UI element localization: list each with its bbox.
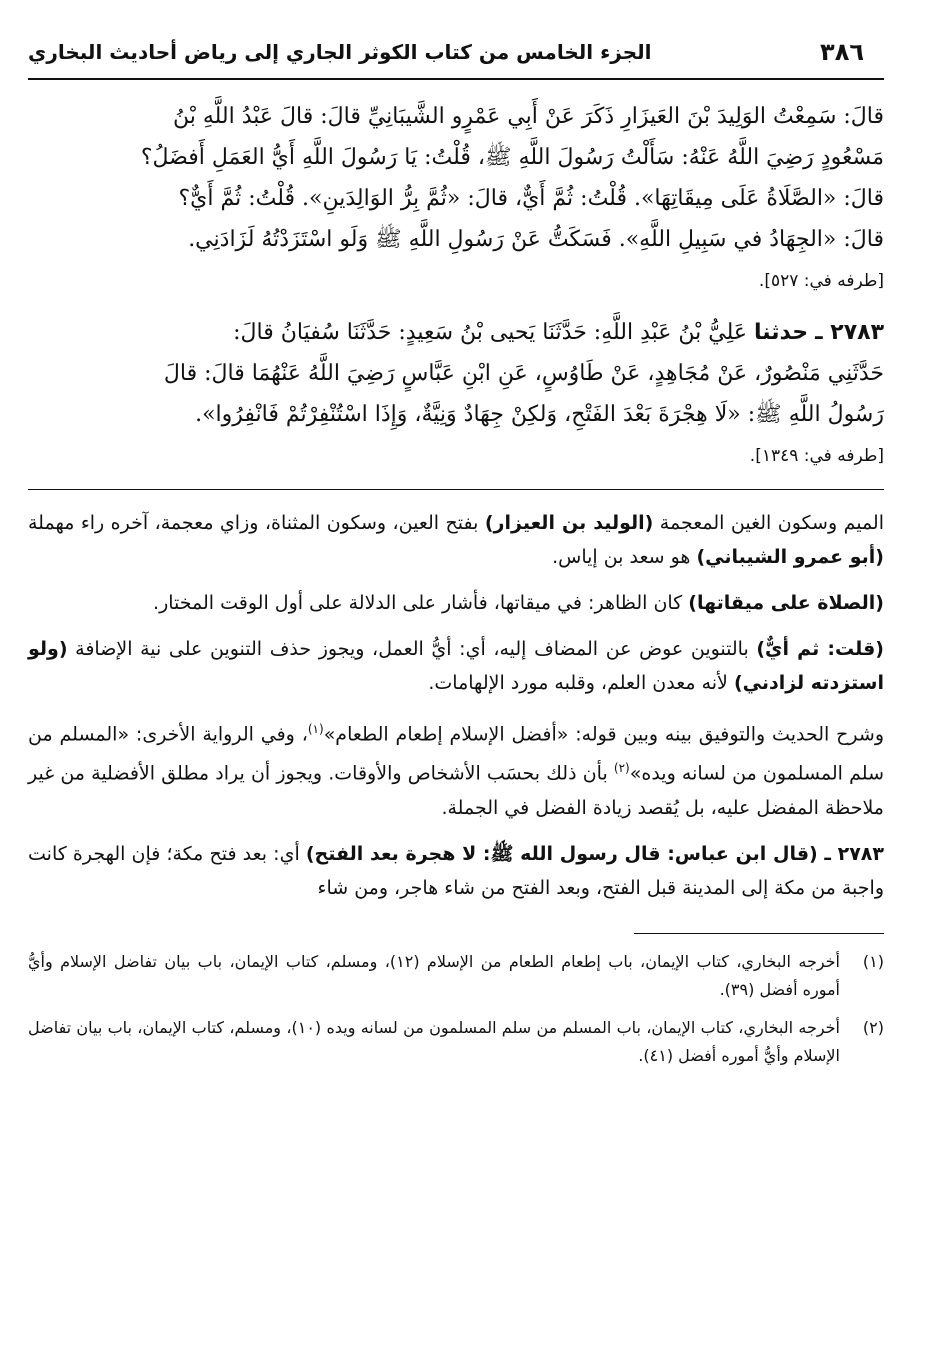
page-number: ٣٨٦	[820, 38, 864, 66]
commentary-paragraph	[28, 837, 884, 905]
hadith-line	[28, 312, 884, 353]
hadith-2782-reference: [طرفه في: ٥٢٧].	[758, 271, 884, 291]
footnote	[28, 948, 884, 1004]
hadith-line-text: عَلِيُّ بْنُ عَبْدِ اللَّهِ: حَدَّثَنَا يَحيى بْنُ سَعِيدٍ: حَدَّثَنَا سُفيَانُ قالَ:	[233, 320, 748, 345]
hadith-2783-text	[28, 312, 884, 435]
commentary-paragraph	[28, 712, 884, 825]
commentary-lemma: (الصلاة على ميقاتها)	[688, 592, 884, 614]
commentary-text: كان الظاهر: في ميقاتها، فأشار على الدلالة على أول الوقت المختار.	[153, 592, 689, 614]
commentary-text: وشرح الحديث والتوفيق بينه وبين قوله: «أفضل الإسلام إطعام الطعام»	[323, 723, 884, 746]
commentary-text: بالتنوين عوض عن المضاف إليه، أي: أيُّ العمل، ويجوز حذف التنوين على نية الإضافة	[67, 638, 757, 660]
commentary-lemma: (أبو عمرو الشيباني)	[696, 546, 884, 568]
commentary-lemma: (الوليد بن العيزار)	[484, 512, 654, 534]
commentary-lemma: (قلت: ثم أيٌّ)	[756, 638, 884, 660]
footnote-text: أخرجه البخاري، كتاب الإيمان، باب المسلم من سلم المسلمون من لسانه ويده (١٠)، ومسلم، كتاب الإيمان، باب بيان تفاضل الإسلام وأيُّ أموره أفضل (٤١).	[28, 1017, 841, 1065]
book-page	[28, 30, 884, 1345]
hadith-line: قالَ: «الجِهَادُ في سَبِيلِ اللَّهِ». فَسَكَتُّ عَنْ رَسُولِ اللَّهِ ﷺ وَلَو اسْتَزَدْتُهُ لَزَادَنِي.	[188, 227, 884, 252]
commentary-lemma: ٢٧٨٣ ـ (قال ابن عباس: قال رسول الله ﷺ: لا هجرة بعد الفتح)	[305, 842, 884, 865]
running-header	[28, 30, 884, 80]
commentary-text: هو سعد بن إياس.	[552, 546, 697, 568]
commentary-text: ، وفي الرواية الأخرى: «المسلم من سلم المسلمون من لسانه ويده»	[28, 723, 884, 785]
commentary-text: أي: بعد فتح مكة؛ فإن الهجرة كانت واجبة من مكة إلى المدينة قبل الفتح، وبعد الفتح من شاء هاجر، ومن شاء	[28, 842, 884, 899]
hadith-line: مَسْعُودٍ رَضِيَ اللَّهُ عَنْهُ: سَأَلْتُ رَسُولَ اللَّهِ ﷺ، قُلْتُ: يَا رَسُولَ اللَّهِ أَيُّ العَمَلِ أَفضَلُ؟	[140, 145, 884, 170]
footnote-marker[interactable]: (١)	[307, 722, 324, 736]
hadith-line: حَدَّثَنِي مَنْصُورٌ، عَنْ مُجَاهِدٍ، عَنْ طَاوُسٍ، عَنِ ابْنِ عَبَّاسٍ رَضِيَ اللَّهُ عَنْهُمَا قالَ: قالَ	[163, 361, 884, 386]
hadith-2783-reference: [طرفه في: ١٣٤٩].	[749, 446, 884, 466]
footnote-number: (١)	[862, 951, 884, 971]
footnote	[28, 1014, 884, 1070]
commentary-lemma: (ولو استزدته لزادني)	[28, 638, 884, 694]
text-commentary-divider	[28, 489, 884, 490]
hadith-line: قالَ: سَمِعْتُ الوَلِيدَ بْنَ العَيزَارِ ذَكَرَ عَنْ أَبِي عَمْرٍو الشَّيبَانِيِّ قالَ: قالَ عَبْدُ اللَّهِ بْنُ	[172, 104, 884, 129]
commentary-section	[28, 506, 884, 905]
book-title: الجزء الخامس من كتاب الكوثر الجاري إلى رياض أحاديث البخاري	[28, 40, 652, 64]
commentary-paragraph	[28, 632, 884, 700]
hadith-2782-text	[28, 96, 884, 260]
commentary-text: بفتح العين، وسكون المثناة، وزاي معجمة، آخره راء مهملة	[28, 512, 485, 534]
footnotes	[28, 948, 884, 1070]
hadith-line: قالَ: «الصَّلَاةُ عَلَى مِيقَاتِهَا». قُلْتُ: ثُمَّ أَيٌّ، قالَ: «ثُمَّ بِرُّ الوَالِدَينِ». قُلْتُ: ثُمَّ أَيٌّ؟	[178, 186, 884, 211]
hadith-number: ٢٧٨٣ ـ	[815, 320, 884, 345]
commentary-paragraph	[28, 586, 884, 620]
commentary-text: لأنه معدن العلم، وقلبه مورد الإلهامات.	[428, 672, 734, 694]
footnote-number: (٢)	[862, 1017, 884, 1037]
commentary-paragraph	[28, 506, 884, 574]
footnote-text: أخرجه البخاري، كتاب الإيمان، باب إطعام الطعام من الإسلام (١٢)، ومسلم، كتاب الإيمان، باب بيان تفاضل الإسلام وأيُّ أموره أفضل (٣٩).	[28, 951, 841, 999]
footnote-marker[interactable]: (٢)	[613, 761, 630, 776]
commentary-text: بأن ذلك بحسَب الأشخاص والأوقات. ويجوز أن يراد مطلق الأفضلية من غير ملاحظة المفضل عليه، بل يُقصد زيادة الفضل في الجملة.	[28, 762, 884, 819]
hadith-line: رَسُولُ اللَّهِ ﷺ: «لَا هِجْرَةَ بَعْدَ الفَتْحِ، وَلكِنْ جِهَادٌ وَنِيَّةٌ، وَإِذَا اسْتُنْفِرْتُمْ فَانْفِرُوا».	[195, 402, 884, 427]
footnote-divider	[634, 933, 884, 934]
hadith-lead-word: حدثنا	[754, 320, 809, 345]
commentary-text: الميم وسكون الغين المعجمة	[653, 512, 884, 534]
